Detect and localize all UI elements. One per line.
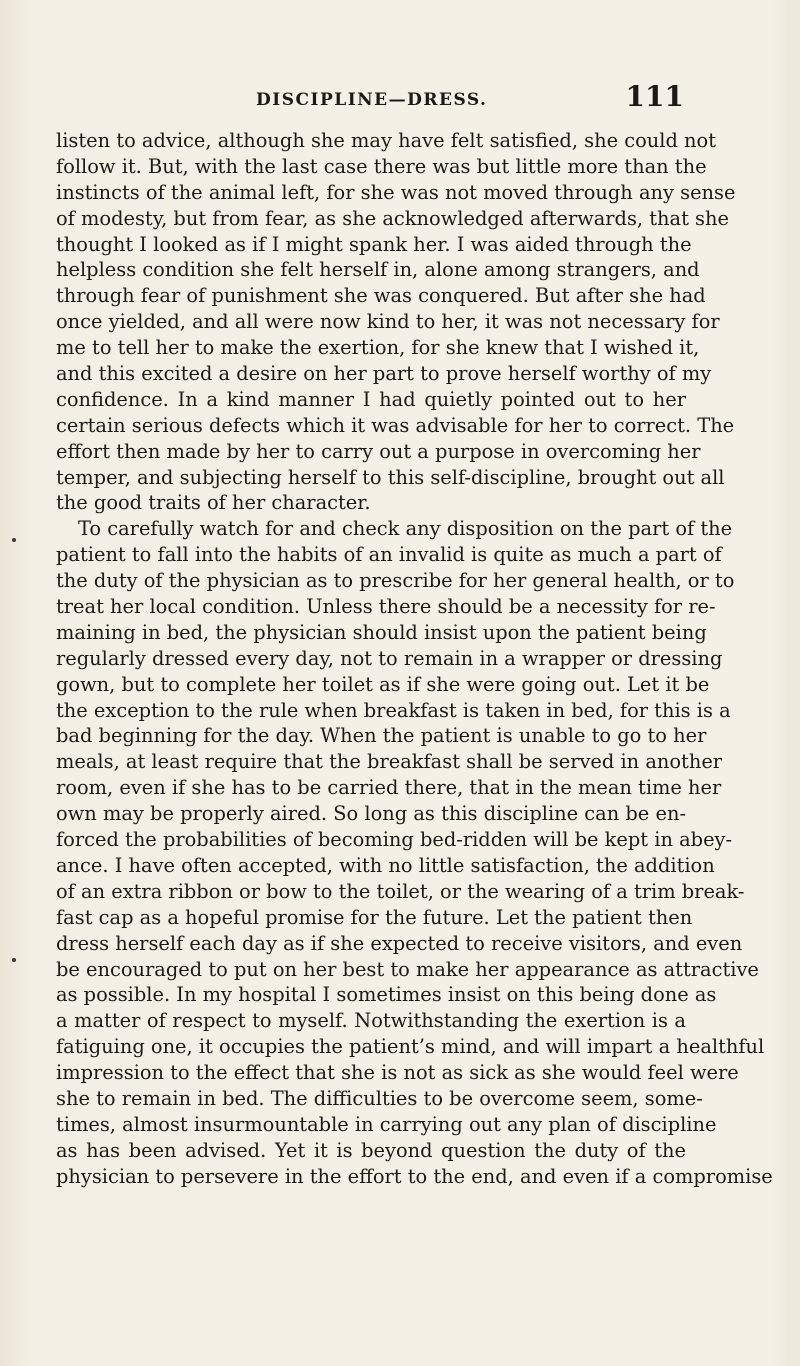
text-line: certain serious defects which it was advisable for her to correct. The <box>56 413 735 437</box>
body-text <box>56 128 773 1190</box>
page-header <box>56 80 684 116</box>
text-line: follow it. But, with the last case there was but little more than the <box>56 154 707 178</box>
text-line: times, almost insurmountable in carrying out any plan of discipline <box>56 1112 717 1136</box>
text-line: the good traits of her character. <box>56 491 371 515</box>
text-line: be encouraged to put on her best to make her appearance as attractive <box>56 957 759 981</box>
text-line: through fear of punishment she was conquered. But after she had <box>56 284 706 308</box>
text-line: ance. I have often accepted, with no little satisfaction, the addition <box>56 853 715 877</box>
text-line: confidence. In a kind manner I had quietly pointed out to her <box>56 387 686 411</box>
margin-speck <box>12 538 16 542</box>
text-line: me to tell her to make the exertion, for she knew that I wished it, <box>56 336 700 360</box>
text-line: forced the probabilities of becoming bed-ridden will be kept in abey- <box>56 828 733 852</box>
text-line: maining in bed, the physician should insist upon the patient being <box>56 620 707 644</box>
text-line: as possible. In my hospital I sometimes insist on this being done as <box>56 983 717 1007</box>
text-line: gown, but to complete her toilet as if she were going out. Let it be <box>56 672 710 696</box>
text-line: own may be properly aired. So long as this discipline can be en- <box>56 802 686 826</box>
text-line: thought I looked as if I might spank her. I was aided through the <box>56 232 692 256</box>
text-line: room, even if she has to be carried there, that in the mean time her <box>56 776 722 800</box>
text-line: physician to persevere in the effort to the end, and even if a compromise <box>56 1164 773 1188</box>
text-line: the duty of the physician as to prescribe for her general health, or to <box>56 569 735 593</box>
text-line: meals, at least require that the breakfast shall be served in another <box>56 750 723 774</box>
text-line: bad beginning for the day. When the patient is unable to go to her <box>56 724 707 748</box>
text-line: of an extra ribbon or bow to the toilet, or the wearing of a trim break- <box>56 879 745 903</box>
running-head: DISCIPLINE—DRESS. <box>256 90 488 110</box>
text-line: the exception to the rule when breakfast is taken in bed, for this is a <box>56 698 731 722</box>
text-line: temper, and subjecting herself to this self-discipline, brought out all <box>56 465 725 489</box>
text-line: instincts of the animal left, for she was not moved through any sense <box>56 180 736 204</box>
margin-speck <box>12 958 16 962</box>
text-line: impression to the effect that she is not as sick as she would feel were <box>56 1061 739 1085</box>
text-line: dress herself each day as if she expected to receive visitors, and even <box>56 931 743 955</box>
text-line: fast cap as a hopeful promise for the future. Let the patient then <box>56 905 693 929</box>
text-line: as has been advised. Yet it is beyond question the duty of the <box>56 1138 686 1162</box>
text-line: once yielded, and all were now kind to her, it was not necessary for <box>56 310 720 334</box>
text-line: patient to fall into the habits of an invalid is quite as much a part of <box>56 543 722 567</box>
text-line: treat her local condition. Unless there should be a necessity for re- <box>56 595 716 619</box>
text-line: of modesty, but from fear, as she acknowledged afterwards, that she <box>56 206 729 230</box>
text-line: and this excited a desire on her part to prove herself worthy of my <box>56 362 712 386</box>
page-number: 111 <box>625 80 684 113</box>
text-line: regularly dressed every day, not to remain in a wrapper or dressing <box>56 646 723 670</box>
text-line: she to remain in bed. The difficulties to be overcome seem, some- <box>56 1086 703 1110</box>
text-line: fatiguing one, it occupies the patient’s mind, and will impart a healthful <box>56 1035 765 1059</box>
text-line: effort then made by her to carry out a purpose in overcoming her <box>56 439 701 463</box>
text-line: listen to advice, although she may have felt satisfied, she could not <box>56 129 717 152</box>
text-line: To carefully watch for and check any disposition on the part of the <box>78 517 733 541</box>
text-line: helpless condition she felt herself in, alone among strangers, and <box>56 258 700 282</box>
text-line: a matter of respect to myself. Notwithstanding the exertion is a <box>56 1009 686 1033</box>
